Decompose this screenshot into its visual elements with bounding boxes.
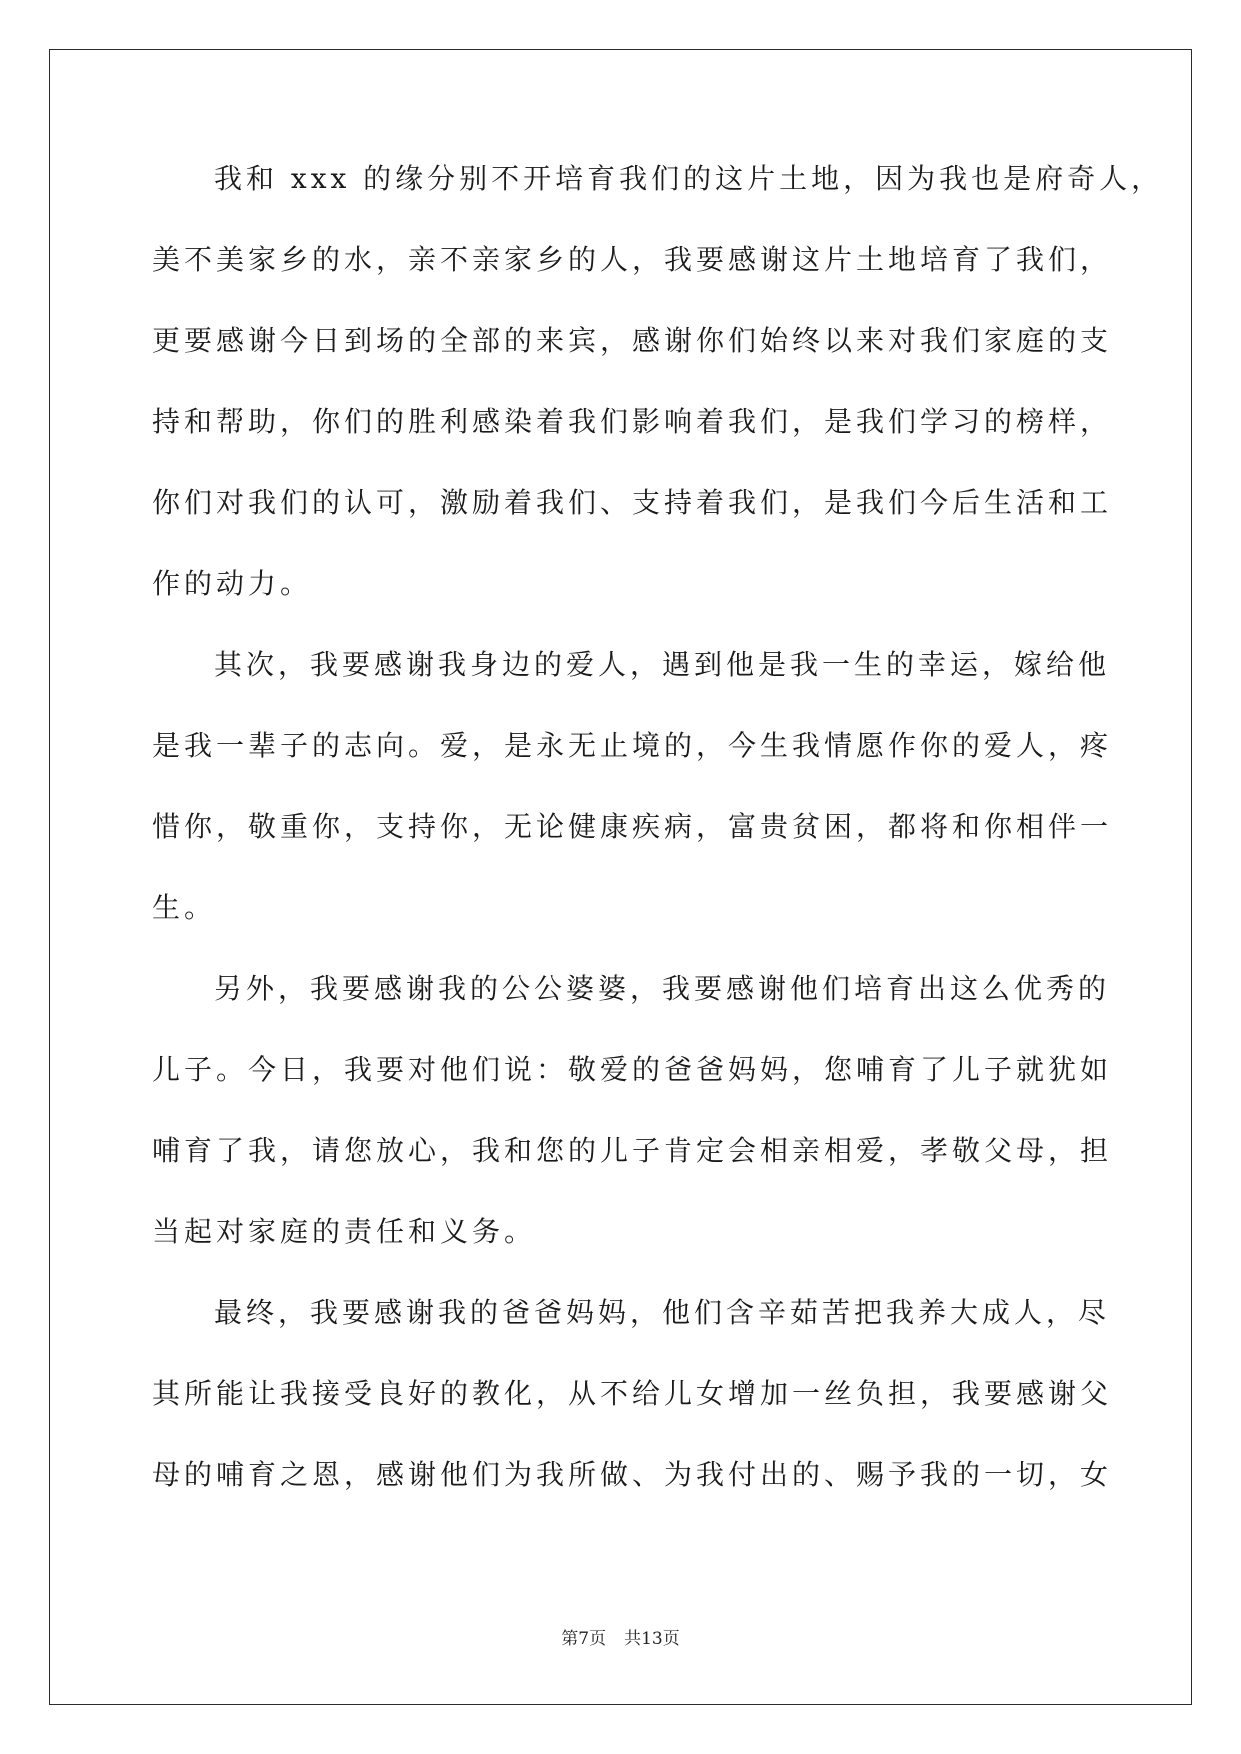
text-line: 惜你，敬重你，支持你，无论健康疾病，富贵贫困，都将和你相伴一 bbox=[152, 810, 1113, 843]
text-line: 最终，我要感谢我的爸爸妈妈，他们含辛茹苦把我养大成人，尽 bbox=[214, 1296, 1111, 1329]
text-line: 我和 xxx 的缘分别不开培育我们的这片土地，因为我也是府奇人， bbox=[214, 162, 1164, 195]
text-line: 其次，我要感谢我身边的爱人，遇到他是我一生的幸运，嫁给他 bbox=[214, 648, 1111, 681]
total-pages: 共13页 bbox=[624, 1629, 680, 1649]
text-line: 另外，我要感谢我的公公婆婆，我要感谢他们培育出这么优秀的 bbox=[214, 972, 1111, 1005]
text-line: 哺育了我，请您放心，我和您的儿子肯定会相亲相爱，孝敬父母，担 bbox=[152, 1134, 1113, 1167]
text-line: 当起对家庭的责任和义务。 bbox=[152, 1215, 537, 1248]
text-line: 持和帮助，你们的胜利感染着我们影响着我们，是我们学习的榜样， bbox=[152, 405, 1113, 438]
text-line: 生。 bbox=[152, 891, 217, 924]
text-line: 儿子。今日，我要对他们说：敬爱的爸爸妈妈，您哺育了儿子就犹如 bbox=[152, 1053, 1113, 1086]
page-number-footer bbox=[0, 1624, 1241, 1649]
text-line: 作的动力。 bbox=[152, 567, 313, 600]
text-line: 美不美家乡的水，亲不亲家乡的人，我要感谢这片土地培育了我们， bbox=[152, 243, 1113, 276]
text-line: 你们对我们的认可，激励着我们、支持着我们，是我们今后生活和工 bbox=[152, 486, 1113, 519]
current-page: 第7页 bbox=[561, 1629, 607, 1649]
text-line: 其所能让我接受良好的教化，从不给儿女增加一丝负担，我要感谢父 bbox=[152, 1377, 1113, 1410]
text-line: 是我一辈子的志向。爱，是永无止境的，今生我情愿作你的爱人，疼 bbox=[152, 729, 1113, 762]
document-body bbox=[152, 162, 1164, 1542]
text-line: 更要感谢今日到场的全部的来宾，感谢你们始终以来对我们家庭的支 bbox=[152, 324, 1113, 357]
text-line: 母的哺育之恩，感谢他们为我所做、为我付出的、赐予我的一切，女 bbox=[152, 1458, 1113, 1491]
